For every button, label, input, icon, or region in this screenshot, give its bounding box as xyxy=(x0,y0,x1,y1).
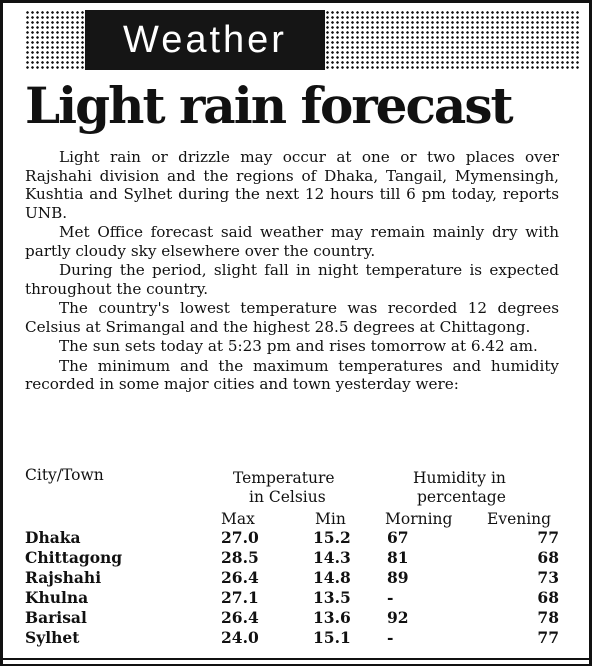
max-column-header: Max xyxy=(221,510,255,528)
morning-cell: 89 xyxy=(387,568,409,587)
max-cell: 26.4 xyxy=(221,568,259,587)
min-column-header: Min xyxy=(315,510,346,528)
paragraph: Light rain or drizzle may occur at one or two places over Rajshahi division and the regions of Dhaka, Tangail, Mymensingh, Kushtia and Sylhet during the next 12 hours till 6 pm today, reports UNB. xyxy=(25,148,559,222)
max-cell: 26.4 xyxy=(221,608,259,627)
section-label: Weather xyxy=(85,10,325,70)
min-cell: 14.8 xyxy=(313,568,351,587)
morning-cell: - xyxy=(387,628,394,647)
temperature-subheader: in Celsius xyxy=(249,488,326,506)
article-body xyxy=(25,148,559,395)
min-cell: 13.5 xyxy=(313,588,351,607)
bottom-rule xyxy=(3,658,589,660)
min-cell: 13.6 xyxy=(313,608,351,627)
min-cell: 15.2 xyxy=(313,528,351,547)
city-cell: Khulna xyxy=(25,588,89,607)
temperature-header: Temperature xyxy=(233,469,335,487)
paragraph: The minimum and the maximum temperatures and humidity recorded in some major cities and town yesterday were: xyxy=(25,356,559,393)
humidity-header: Humidity in xyxy=(413,469,506,487)
max-cell: 24.0 xyxy=(221,628,259,647)
max-cell: 27.1 xyxy=(221,588,259,607)
evening-cell: 78 xyxy=(537,608,559,627)
morning-cell: 92 xyxy=(387,608,409,627)
max-cell: 27.0 xyxy=(221,528,259,547)
table-row xyxy=(25,568,565,588)
evening-cell: 68 xyxy=(537,548,559,567)
morning-cell: 81 xyxy=(387,548,409,567)
city-cell: Dhaka xyxy=(25,528,81,547)
city-cell: Rajshahi xyxy=(25,568,102,587)
morning-cell: 67 xyxy=(387,528,409,547)
table-row xyxy=(25,608,565,628)
min-cell: 14.3 xyxy=(313,548,351,567)
table-row xyxy=(25,528,565,548)
evening-cell: 68 xyxy=(537,588,559,607)
section-banner xyxy=(25,10,579,70)
morning-column-header: Morning xyxy=(385,510,453,528)
humidity-subheader: percentage xyxy=(417,488,506,506)
city-header: City/Town xyxy=(25,466,104,484)
max-cell: 28.5 xyxy=(221,548,259,567)
evening-cell: 77 xyxy=(537,528,559,547)
paragraph: The country's lowest temperature was recorded 12 degrees Celsius at Srimangal and the highest 28.5 degrees at Chittagong. xyxy=(25,299,559,336)
paragraph: During the period, slight fall in night temperature is expected throughout the country. xyxy=(25,261,559,298)
table-header xyxy=(25,466,565,534)
city-cell: Chittagong xyxy=(25,548,123,567)
table-row xyxy=(25,588,565,608)
table-body xyxy=(25,528,565,648)
paragraph: The sun sets today at 5:23 pm and rises tomorrow at 6.42 am. xyxy=(59,337,538,355)
evening-cell: 73 xyxy=(537,568,559,587)
city-cell: Barisal xyxy=(25,608,87,627)
evening-cell: 77 xyxy=(537,628,559,647)
table-row xyxy=(25,548,565,568)
morning-cell: - xyxy=(387,588,394,607)
top-rule xyxy=(3,0,589,3)
table-row xyxy=(25,628,565,648)
min-cell: 15.1 xyxy=(313,628,351,647)
city-cell: Sylhet xyxy=(25,628,80,647)
paragraph: Met Office forecast said weather may remain mainly dry with partly cloudy sky elsewhere over the country. xyxy=(25,223,559,260)
evening-column-header: Evening xyxy=(487,510,552,528)
headline: Light rain forecast xyxy=(25,76,512,135)
